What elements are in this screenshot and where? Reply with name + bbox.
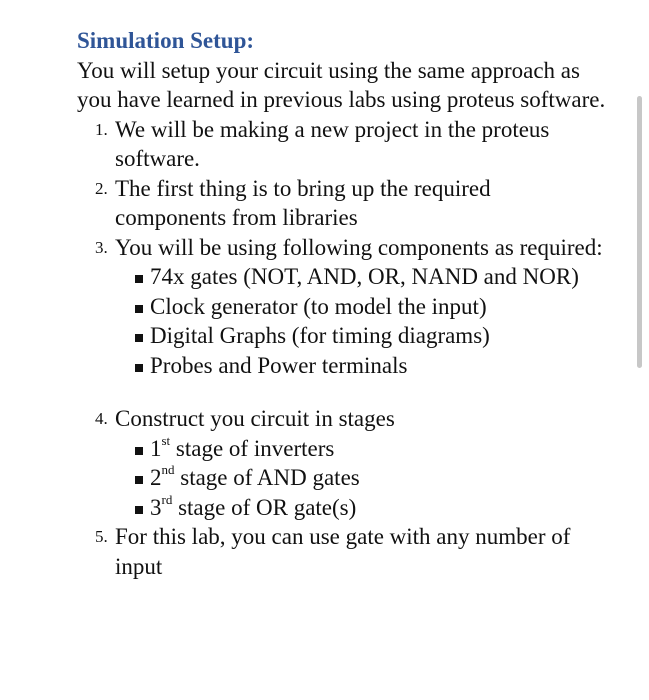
step-text: We will be making a new project in the proteus software. [115,116,550,171]
list-item-step-1 [77,115,607,174]
section-heading: Simulation Setup: [77,28,255,53]
square-bullet-icon [135,447,143,455]
step-number: 2. [95,178,108,198]
component-text: Clock generator (to model the input) [150,293,487,319]
stage-ordinal: 3 [150,494,162,520]
stage-ordinal-suffix: rd [161,491,173,507]
stages-list [115,434,607,523]
stage-text: stage of AND gates [174,465,360,490]
stage-ordinal: 2 [150,465,162,490]
spacer [115,380,607,404]
square-bullet-icon [135,305,143,313]
list-item-component [115,351,607,381]
step-text: You will be using following components as required: [115,234,603,260]
vertical-scrollbar[interactable] [637,96,642,368]
stage-ordinal-suffix: st [161,432,171,448]
stage-ordinal-suffix: nd [161,462,175,478]
square-bullet-icon [135,364,143,372]
list-item-step-4 [77,404,607,522]
list-item-component [115,262,607,292]
square-bullet-icon [135,476,143,484]
list-item-stage [115,463,607,493]
list-item-stage [115,493,607,523]
stage-ordinal: 1 [150,435,162,461]
component-text: 74x gates (NOT, AND, OR, NAND and NOR) [150,264,579,289]
step-number: 3. [95,237,108,257]
square-bullet-icon [135,506,143,514]
intro-paragraph: You will setup your circuit using the same approach as you have learned in previous labs using proteus software. [77,57,606,112]
list-item-step-5 [77,522,607,581]
steps-list [77,115,607,582]
list-item-stage [115,434,607,464]
components-list [115,262,607,380]
stage-text: stage of inverters [170,435,335,461]
stage-text: stage of OR gate(s) [172,494,357,520]
list-item-step-3 [77,233,607,405]
list-item-component [115,321,607,351]
square-bullet-icon [135,334,143,342]
list-item-component [115,292,607,322]
document-body [77,26,607,581]
component-text: Probes and Power terminals [150,352,408,378]
step-text: Construct you circuit in stages [115,406,395,431]
step-number: 5. [95,527,108,546]
step-number: 4. [95,409,108,428]
step-text: The first thing is to bring up the required components from libraries [115,175,491,230]
step-text: For this lab, you can use gate with any number of input [115,524,571,579]
square-bullet-icon [135,275,143,283]
step-number: 1. [95,119,108,139]
component-text: Digital Graphs (for timing diagrams) [150,323,490,348]
list-item-step-2 [77,174,607,233]
